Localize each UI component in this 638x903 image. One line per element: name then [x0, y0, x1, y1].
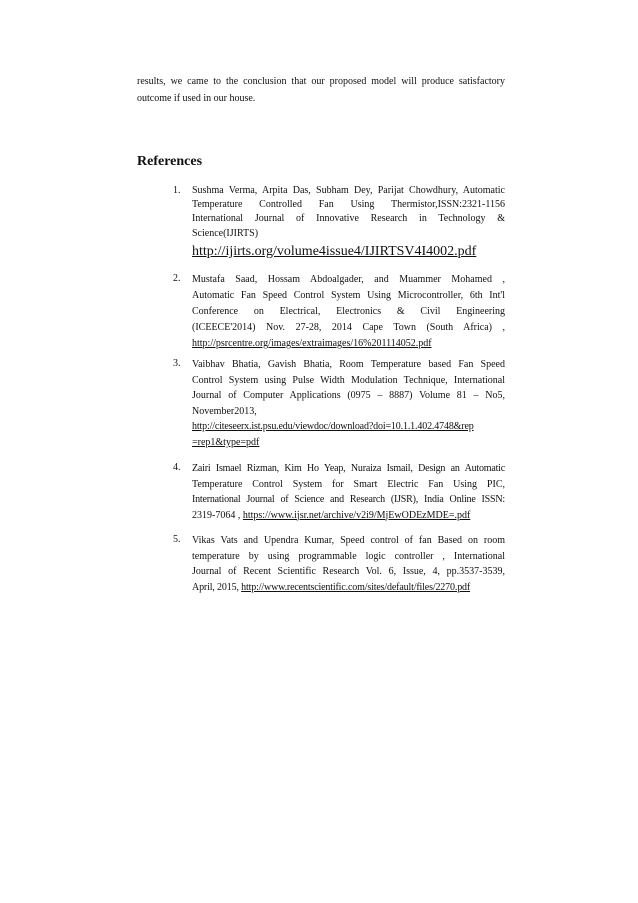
reference-link[interactable]: http://www.recentscientific.com/sites/default/files/2270.pdf	[241, 581, 471, 593]
reference-number: 1.	[173, 185, 181, 196]
reference-number: 5.	[173, 534, 181, 545]
reference-line: Automatic Fan Speed Control System Using Microcontroller, 6th Int'l	[192, 290, 505, 301]
reference-line: Conference on Electrical, Electronics & Civil Engineering	[192, 306, 505, 317]
reference-line: Journal of Recent Scientific Research Vol. 6, Issue, 4, pp.3537-3539,	[192, 566, 505, 577]
reference-link[interactable]: http://psrcentre.org/images/extraimages/16%201114052.pdf	[192, 338, 432, 349]
reference-line: Control System using Pulse Width Modulation Technique, International	[192, 374, 505, 386]
reference-body	[192, 357, 505, 451]
reference-link[interactable]: http://ijirts.org/volume4issue4/IJIRTSV4I4002.pdf	[192, 243, 477, 259]
reference-link[interactable]: https://www.ijsr.net/archive/v2i9/MjEwODEzMDE=.pdf	[242, 509, 471, 521]
reference-line: Sushma Verma, Arpita Das, Subham Dey, Parijat Chowdhury, Automatic	[192, 185, 505, 196]
reference-line: Temperature Controlled Fan Using Thermistor,ISSN:2321-1156	[192, 199, 505, 211]
reference-line: International Journal of Science and Research (IJSR), India Online ISSN:	[192, 494, 505, 505]
reference-line: Science(IJIRTS)	[192, 227, 259, 239]
intro-line-2: outcome if used in our house.	[137, 93, 256, 104]
reference-line: Vaibhav Bhatia, Gavish Bhatia, Room Temperature based Fan Speed	[192, 359, 505, 370]
reference-last-line	[192, 580, 505, 596]
reference-number: 3.	[173, 358, 181, 369]
reference-line: International Journal of Innovative Research in Technology &	[192, 213, 505, 225]
intro-line-1: results, we came to the conclusion that our proposed model will produce satisfactory	[137, 76, 505, 87]
reference-body	[192, 461, 505, 523]
reference-item-5	[137, 533, 505, 595]
reference-number: 2.	[173, 273, 181, 284]
reference-item-2	[137, 272, 505, 352]
reference-line: November2013,	[192, 405, 257, 417]
references-heading: References	[137, 154, 203, 169]
reference-item-4	[137, 461, 505, 523]
reference-line-prefix: 2319-7064 ,	[192, 509, 243, 521]
reference-body	[192, 272, 505, 352]
reference-item-1	[137, 184, 505, 262]
reference-item-3	[137, 357, 505, 451]
reference-body	[192, 533, 505, 595]
reference-line: temperature by using programmable logic controller , International	[192, 550, 505, 562]
reference-line: Zairi Ismael Rizman, Kim Ho Yeap, Nuraiza Ismail, Design an Automatic	[192, 463, 505, 474]
reference-link-continued[interactable]: =rep1&type=pdf	[192, 436, 260, 448]
reference-line-prefix: April, 2015,	[192, 581, 242, 593]
reference-line: (ICEECE'2014) Nov. 27-28, 2014 Cape Town (South Africa) ,	[192, 322, 505, 333]
reference-number: 4.	[173, 462, 181, 473]
reference-line: Mustafa Saad, Hossam Abdoalgader, and Muammer Mohamed ,	[192, 274, 505, 285]
reference-line: Vikas Vats and Upendra Kumar, Speed control of fan Based on room	[192, 535, 505, 546]
reference-link[interactable]: http://citeseerx.ist.psu.edu/viewdoc/download?doi=10.1.1.402.4748&rep	[192, 421, 474, 433]
reference-line: Temperature Control System for Smart Electric Fan Using PIC,	[192, 478, 505, 490]
reference-body	[192, 184, 505, 262]
reference-line: Journal of Computer Applications (0975 – 8887) Volume 81 – No5,	[192, 390, 505, 402]
intro-paragraph	[137, 73, 505, 107]
reference-last-line	[192, 508, 505, 524]
